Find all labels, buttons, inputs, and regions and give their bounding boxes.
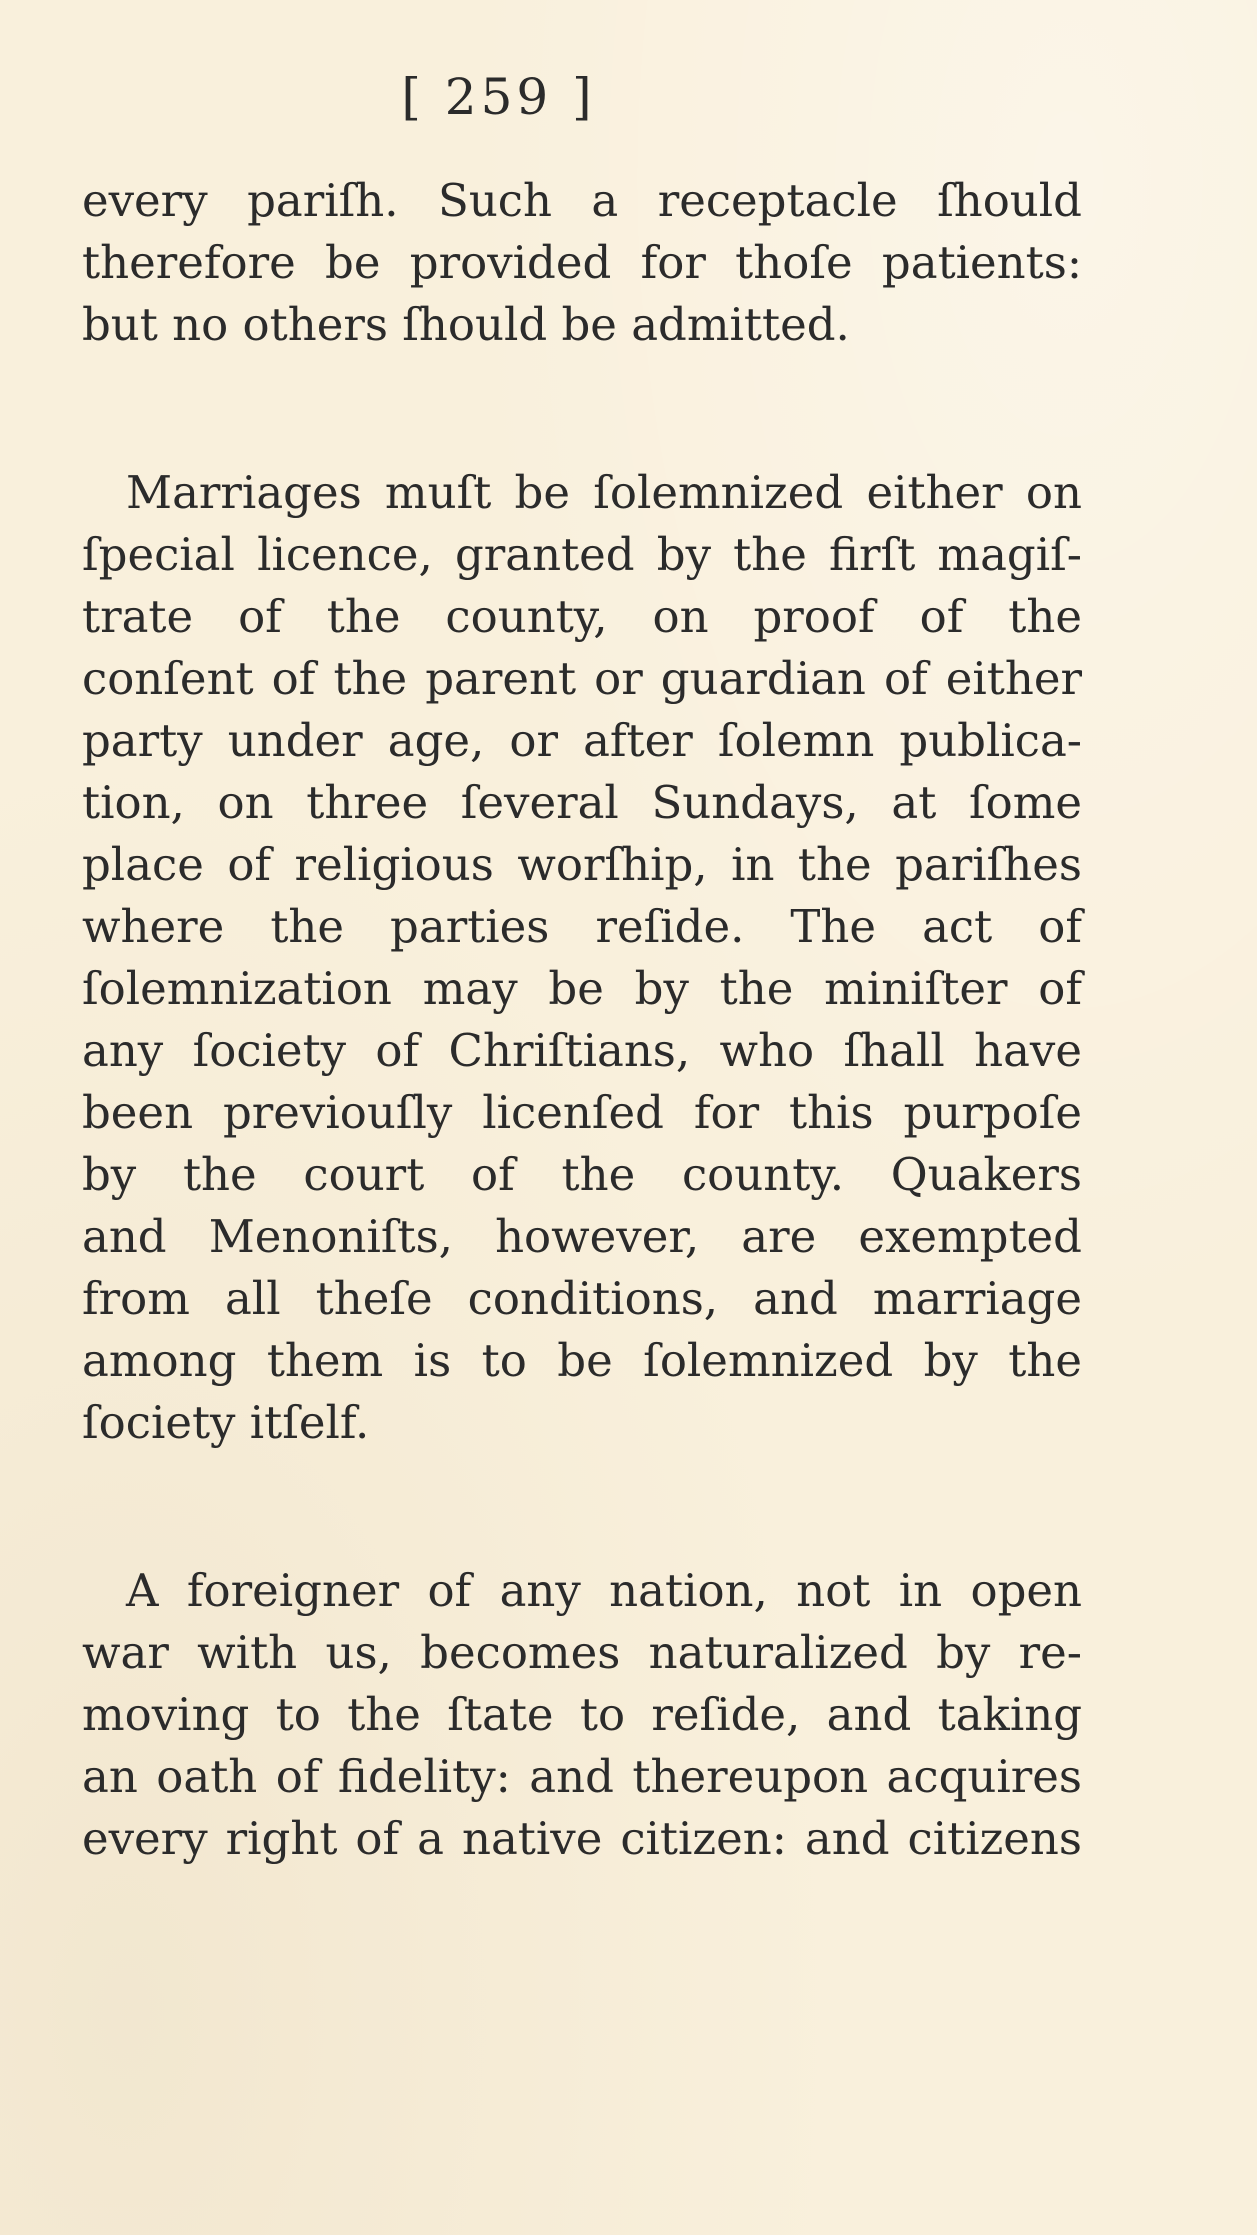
text-line: an oath of fidelity: and thereupon acquires [82,1750,1082,1803]
text-line: war with us, becomes naturalized by re- [82,1626,1082,1679]
text-line: place of religious worſhip, in the pariſhes [82,838,1082,891]
text-line: ſociety itſelf. [82,1396,370,1449]
text-line: party under age, or after ſolemn publica- [82,714,1082,767]
text-line: every pariſh. Such a receptacle ſhould [82,174,1082,227]
body-text [82,170,1082,1870]
text-line: ſpecial licence, granted by the firſt magiſ- [82,528,1082,581]
paragraph-gap [82,356,1082,462]
text-line: trate of the county, on proof of the [82,590,1082,643]
text-line: but no others ſhould be admitted. [82,298,850,351]
text-line: been previouſly licenſed for this purpoſe [82,1086,1082,1139]
text-line: tion, on three ſeveral Sundays, at ſome [82,776,1082,829]
text-line: from all theſe conditions, and marriage [82,1272,1082,1325]
text-line: therefore be provided for thoſe patients: [82,236,1082,289]
paragraph-3 [82,1560,1082,1870]
text-line: where the parties reſide. The act of [82,900,1082,953]
text-line: by the court of the county. Quakers [82,1148,1082,1201]
text-line: and Menoniſts, however, are exempted [82,1210,1082,1263]
page-number: [ 259 ] [401,68,596,126]
paragraph-2 [82,462,1082,1454]
paragraph-gap [82,1454,1082,1560]
paragraph-1 [82,170,1082,356]
text-line: moving to the ſtate to reſide, and taking [82,1688,1082,1741]
text-line: any ſociety of Chriſtians, who ſhall have [82,1024,1082,1077]
text-line: A foreigner of any nation, not in open [126,1564,1082,1617]
text-line: ſolemnization may be by the miniſter of [82,962,1082,1015]
text-line: among them is to be ſolemnized by the [82,1334,1082,1387]
text-line: every right of a native citizen: and citizens [82,1812,1082,1865]
text-line: Marriages muſt be ſolemnized either on [126,466,1082,519]
text-line: conſent of the parent or guardian of either [82,652,1082,705]
